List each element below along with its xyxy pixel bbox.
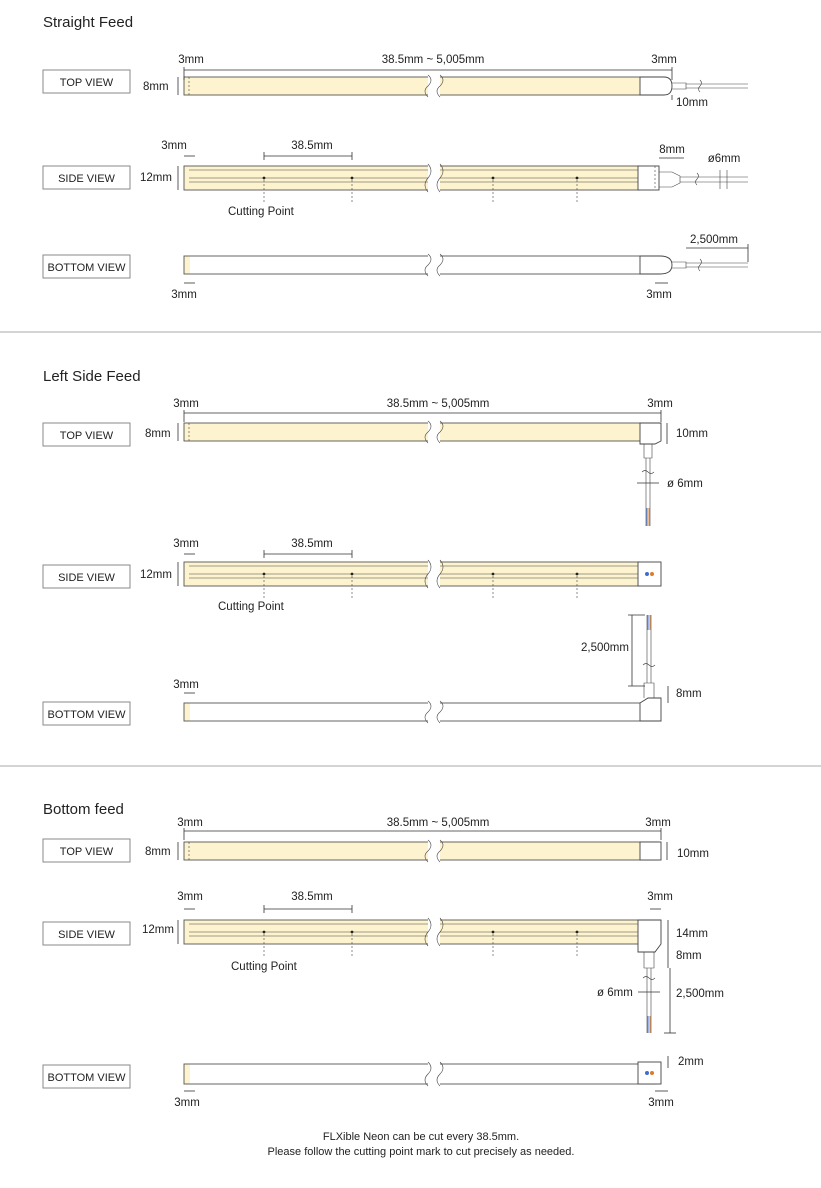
end-cap	[640, 698, 661, 721]
wire-end-blue	[645, 1071, 649, 1075]
dim-height: 8mm	[145, 428, 171, 440]
section-title: Bottom feed	[43, 801, 124, 818]
dim-pitch: 38.5mm	[291, 140, 333, 152]
cutting-point-mark	[351, 573, 354, 576]
cutting-point-mark	[576, 177, 579, 180]
end-cap	[638, 166, 659, 190]
break-gap	[428, 254, 440, 276]
break-gap	[428, 918, 440, 946]
led-strip-glow	[184, 77, 658, 95]
dim-cap-height: 14mm	[676, 928, 708, 940]
break-mark	[699, 80, 702, 92]
break-mark	[642, 471, 654, 474]
break-mark	[699, 259, 702, 271]
top-view	[43, 54, 748, 109]
cutting-point-mark	[576, 573, 579, 576]
dim-left-margin: 3mm	[178, 54, 204, 66]
view-label: SIDE VIEW	[58, 173, 115, 185]
led-strip-body	[184, 703, 656, 721]
side-view	[43, 538, 661, 613]
cutting-point-mark	[576, 931, 579, 934]
end-cap	[640, 77, 672, 95]
dim-left-margin: 3mm	[177, 817, 203, 829]
section-bottom-feed	[43, 801, 724, 1109]
end-cap	[640, 256, 672, 274]
dim-cap-gap: 8mm	[676, 950, 702, 962]
end-cap	[638, 1062, 661, 1084]
section-left-side-feed	[43, 368, 708, 725]
dim-right-margin: 3mm	[651, 54, 677, 66]
end-cap	[640, 423, 661, 444]
dim-right-margin: 3mm	[647, 891, 673, 903]
dim-right-margin: 3mm	[645, 817, 671, 829]
bottom-view	[43, 234, 748, 301]
break-gap	[428, 840, 440, 862]
dim-left-margin: 3mm	[171, 289, 197, 301]
dim-left-margin: 3mm	[174, 1097, 200, 1109]
dim-right-margin: 3mm	[647, 398, 673, 410]
note-line-1: FLXible Neon can be cut every 38.5mm.	[322, 1131, 520, 1143]
dim-cable: ø 6mm	[667, 478, 703, 490]
cutting-point-mark	[492, 177, 495, 180]
dim-cable: ø 6mm	[597, 987, 633, 999]
note-line-2: Please follow the cutting point mark to cut precisely as needed.	[267, 1146, 575, 1158]
top-view	[43, 817, 709, 862]
dim-length: 38.5mm ~ 5,005mm	[381, 54, 485, 66]
dim-left-margin: 3mm	[173, 398, 199, 410]
footer-note	[268, 1131, 575, 1158]
dim-left-margin: 3mm	[161, 140, 187, 152]
cable-gland	[672, 83, 686, 89]
cutting-point-mark	[263, 177, 266, 180]
view-label: SIDE VIEW	[58, 929, 115, 941]
top-view	[43, 398, 708, 526]
cutting-point-label: Cutting Point	[218, 601, 284, 613]
side-view	[43, 891, 724, 1033]
led-strip-body	[184, 256, 656, 274]
dim-cable-length: 2,500mm	[581, 642, 629, 654]
side-view	[43, 140, 748, 218]
led-strip-glow	[184, 256, 190, 274]
cable-gland	[672, 262, 686, 268]
view-label: BOTTOM VIEW	[47, 1072, 126, 1084]
wire-end-orange	[650, 1071, 654, 1075]
dim-length: 38.5mm ~ 5,005mm	[386, 398, 490, 410]
dim-cap: 10mm	[676, 97, 708, 109]
dim-cap: 8mm	[676, 688, 702, 700]
view-label: TOP VIEW	[59, 430, 114, 442]
break-mark	[643, 664, 655, 667]
dim-cable: ø6mm	[707, 153, 741, 165]
dim-right-margin: 3mm	[648, 1097, 674, 1109]
view-label: TOP VIEW	[59, 846, 114, 858]
led-strip-body	[184, 1064, 656, 1084]
dim-height: 8mm	[145, 846, 171, 858]
cutting-point-mark	[492, 931, 495, 934]
dim-cap: 10mm	[677, 848, 709, 860]
cable-gland	[644, 683, 654, 698]
dim-cable-length: 2,500mm	[690, 234, 738, 246]
cutting-point-mark	[351, 177, 354, 180]
dim-length: 38.5mm ~ 5,005mm	[386, 817, 490, 829]
break-mark	[696, 173, 699, 185]
cutting-point-mark	[351, 931, 354, 934]
break-gap	[428, 701, 440, 723]
break-mark	[643, 977, 655, 980]
dim-cable-length: 2,500mm	[676, 988, 724, 1000]
led-strip-glow	[184, 1064, 190, 1084]
break-gap	[428, 164, 440, 192]
dim-height: 12mm	[142, 924, 174, 936]
cable-gland	[644, 952, 654, 968]
dim-pitch: 38.5mm	[291, 538, 333, 550]
cable-gland	[659, 172, 680, 187]
bottom-view	[43, 1056, 704, 1109]
dim-left-margin: 3mm	[177, 891, 203, 903]
break-gap	[428, 75, 440, 97]
cutting-point-label: Cutting Point	[228, 206, 294, 218]
end-cap	[640, 842, 661, 860]
dim-cap: 8mm	[659, 144, 685, 156]
cutting-point-mark	[263, 931, 266, 934]
dim-left-margin: 3mm	[173, 679, 199, 691]
bottom-view	[43, 615, 702, 725]
dim-height: 8mm	[143, 81, 169, 93]
dim-left-margin: 3mm	[173, 538, 199, 550]
dim-right-margin: 3mm	[646, 289, 672, 301]
dim-height: 12mm	[140, 569, 172, 581]
view-label: SIDE VIEW	[58, 572, 115, 584]
view-label: BOTTOM VIEW	[47, 262, 126, 274]
view-label: BOTTOM VIEW	[47, 709, 126, 721]
dim-pitch: 38.5mm	[291, 891, 333, 903]
view-label: TOP VIEW	[59, 77, 114, 89]
section-title: Straight Feed	[43, 14, 134, 31]
cutting-point-mark	[263, 573, 266, 576]
break-gap	[428, 560, 440, 588]
break-gap	[428, 421, 440, 443]
section-straight-feed	[43, 14, 748, 301]
cable-gland	[644, 444, 652, 458]
end-cap	[638, 562, 661, 586]
wire-end-orange	[650, 572, 654, 576]
led-strip-glow	[184, 842, 658, 860]
dim-height: 12mm	[140, 172, 172, 184]
end-cap	[638, 920, 661, 952]
section-title: Left Side Feed	[43, 368, 141, 385]
wire-end-blue	[645, 572, 649, 576]
dim-cap: 10mm	[676, 428, 708, 440]
break-gap	[428, 1062, 440, 1086]
dim-offset: 2mm	[678, 1056, 704, 1068]
led-strip-glow	[184, 703, 190, 721]
led-strip-glow	[184, 423, 658, 441]
cutting-point-mark	[492, 573, 495, 576]
cutting-point-label: Cutting Point	[231, 961, 297, 973]
